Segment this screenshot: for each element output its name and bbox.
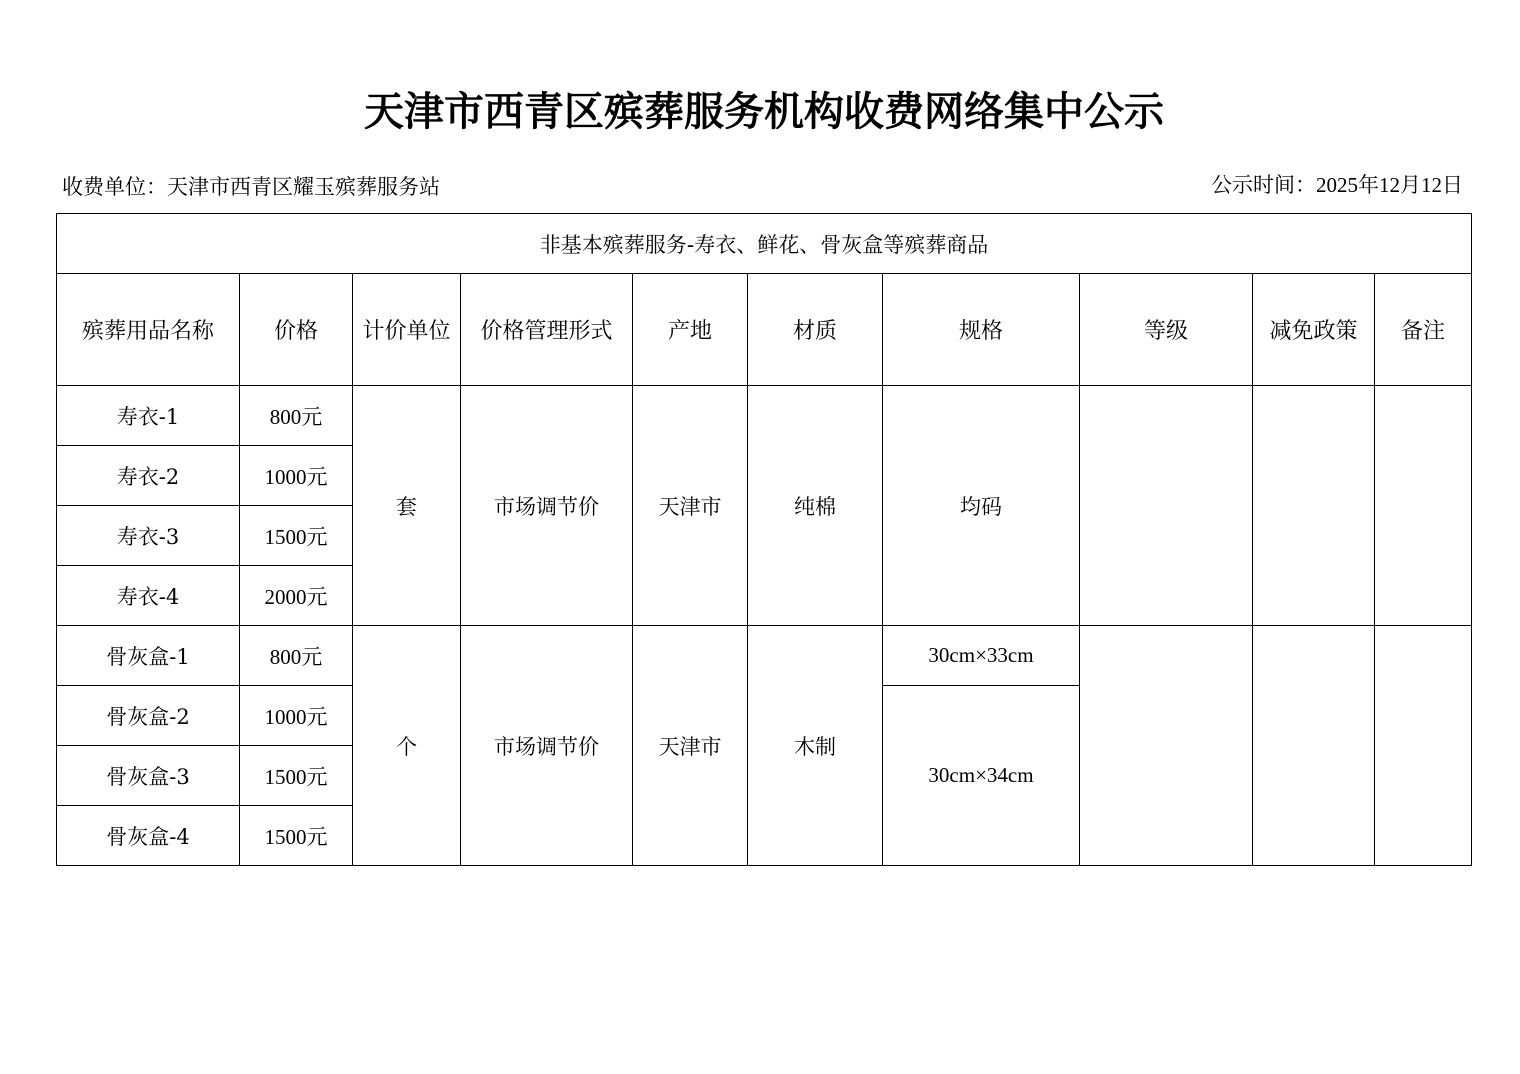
fee-table [56,213,1472,866]
header-spec: 规格 [883,274,1080,386]
item-name: 寿衣-3 [57,506,240,566]
item-price: 1500元 [240,746,353,806]
item-name: 寿衣-4 [57,566,240,626]
item-origin: 天津市 [633,386,748,626]
item-pricing-form: 市场调节价 [461,626,633,866]
charging-unit [62,172,440,202]
charging-unit-value: 天津市西青区耀玉殡葬服务站 [167,175,440,199]
item-name: 寿衣-2 [57,446,240,506]
charging-unit-label: 收费单位： [62,175,167,199]
item-price: 1500元 [240,806,353,866]
item-name: 寿衣-1 [57,386,240,446]
header-unit: 计价单位 [353,274,461,386]
header-pricing-form: 价格管理形式 [461,274,633,386]
item-spec: 均码 [883,386,1080,626]
item-name: 骨灰盒-3 [57,746,240,806]
header-origin: 产地 [633,274,748,386]
item-origin: 天津市 [633,626,748,866]
item-grade [1080,386,1253,626]
item-name: 骨灰盒-2 [57,686,240,746]
item-price: 800元 [240,386,353,446]
item-name: 骨灰盒-1 [57,626,240,686]
item-remarks [1375,386,1472,626]
publish-date-label: 公示时间： [1211,173,1316,197]
item-discount [1253,626,1375,866]
header-grade: 等级 [1080,274,1253,386]
publish-date [1211,170,1463,200]
item-discount [1253,386,1375,626]
item-grade [1080,626,1253,866]
item-unit: 套 [353,386,461,626]
item-pricing-form: 市场调节价 [461,386,633,626]
item-name: 骨灰盒-4 [57,806,240,866]
table-row [57,626,1472,686]
header-discount: 减免政策 [1253,274,1375,386]
item-price: 800元 [240,626,353,686]
section-title: 非基本殡葬服务-寿衣、鲜花、骨灰盒等殡葬商品 [57,214,1472,274]
page-title: 天津市西青区殡葬服务机构收费网络集中公示 [364,88,1164,135]
item-material: 木制 [748,626,883,866]
header-remarks: 备注 [1375,274,1472,386]
header-price: 价格 [240,274,353,386]
item-spec: 30cm×33cm [883,626,1080,686]
item-spec: 30cm×34cm [883,686,1080,866]
item-price: 1000元 [240,446,353,506]
item-remarks [1375,626,1472,866]
item-unit: 个 [353,626,461,866]
item-price: 2000元 [240,566,353,626]
header-item-name: 殡葬用品名称 [57,274,240,386]
item-price: 1000元 [240,686,353,746]
header-material: 材质 [748,274,883,386]
table-row [57,386,1472,446]
publish-date-value: 2025年12月12日 [1316,173,1463,197]
item-price: 1500元 [240,506,353,566]
item-material: 纯棉 [748,386,883,626]
